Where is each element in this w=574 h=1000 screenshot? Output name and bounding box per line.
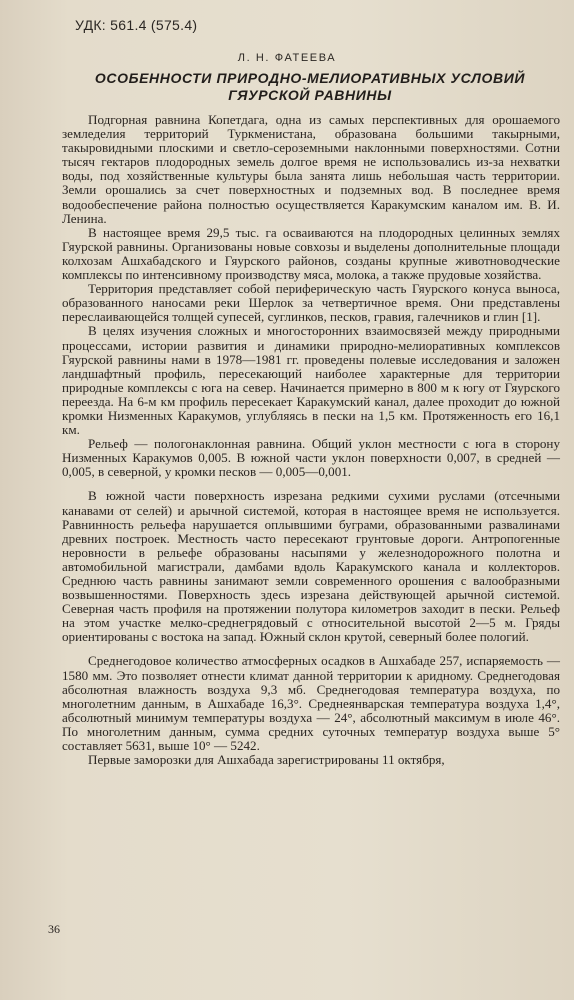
paragraph-2: В настоящее время 29,5 тыс. га осваиваются на плодородных целинных землях Гяурской равнины. Организованы новые совхозы и выделены дополнительные площади колхозам Ашхабадского и Гяурского районов, созданы крупные животноводческие комплексы по интенсивному производству мяса, молока, а также прудовые хозяйства. — [62, 224, 560, 283]
article-title — [60, 70, 560, 104]
paragraph-7: Среднегодовое количество атмосферных осадков в Ашхабаде 257, испаряемость — 1580 мм. Это позволяет отнести климат данной территории к аридному. Среднегодовая абсолютная влажность воздуха 9,3 мб. Среднегодовая температура воздуха, по многолетним данным, в Ашхабаде 16,3°. Среднеянварская температура воздуха 1,4°, абсолютный минимум температуры воздуха — 24°, абсолютный максимум в июле 46°. По многолетним данным, сумма средних суточных температур воздуха выше 5° составляет 5631, выше 10° — 5242. — [62, 653, 560, 754]
title-line-1: ОСОБЕННОСТИ ПРИРОДНО-МЕЛИОРАТИВНЫХ УСЛОВИЙ — [94, 70, 526, 86]
page-number: 36 — [48, 922, 60, 936]
author-name: Л. Н. ФАТЕЕВА — [237, 52, 337, 64]
paragraph-6: В южной части поверхность изрезана редкими сухими руслами (отсечными канавами от селей) и арычной системой, которая в настоящее время не используется. Равнинность рельефа нарушается оплывшими буграми, образованными развалинами древних построек. Местность часто пересекают грунтовые дороги. Антропогенные неровности в рельефе образованы насыпями у железнодорожного полотна и автомобильной магистрали, дамбами вдоль Каракумского канала и коллекторов. Среднюю часть равнины занимают земли современного орошения с валообразными возвышенностями. Поверхность здесь изрезана действующей арычной системой. Северная часть профиля на протяжении полутора километров заходит в пески. Рельеф на этом участке мелко-среднегрядовый с относительной высотой 2—5 м. Гряды ориентированы с востока на запад. Южный склон крутой, северный более пологий. — [62, 488, 560, 645]
paragraph-1: Подгорная равнина Копетдага, одна из самых перспективных для орошаемого земледелия территорий Туркменистана, образована большими такырными, такыровидными плоскими и светло-сероземными наклонными поверхностями. Сотни тысяч гектаров плодородных земель долгое время не использовались из-за нехватки воды, под хозяйственные культуры была занята лишь небольшая часть территории. Земли орошались за счет поверхностных и подземных вод. В последнее время водообеспечение района полностью осуществляется Каракумским каналом им. В. И. Ленина. — [62, 112, 560, 226]
udk-code: УДК: 561.4 (575.4) — [75, 17, 198, 33]
body-text — [62, 113, 560, 767]
paragraph-8: Первые заморозки для Ашхабада зарегистрированы 11 октября, — [88, 752, 445, 768]
title-line-2: ГЯУРСКОЙ РАВНИНЫ — [228, 87, 392, 103]
paragraph-3: Территория представляет собой периферическую часть Гяурского конуса выноса, образованного наносами реки Шерлок за четвертичное время. Они представлены переслаивающейся толщей супесей, суглинков, песков, гравия, галечников и глин [1]. — [62, 281, 560, 325]
paragraph-5: Рельеф — пологонаклонная равнина. Общий уклон местности с юга в сторону Низменных Каракумов 0,005. В южной части уклон поверхности 0,007, в средней — 0,005, в северной, у кромки песков — 0,005—0,001. — [62, 436, 560, 480]
paragraph-4: В целях изучения сложных и многосторонних взаимосвязей между природными процессами, истории развития и динамики природно-мелиоративных комплексов Гяурской равнины нами в 1978—1981 гг. проведены полевые исследования и заложен ландшафтный профиль, пересекающий наиболее характерные для территории природные комплексы с юга на север. Начинается примерно в 800 м к югу от Гяурского переезда. На 6-м км профиль пересекает Каракумский канал, далее проходит до южной кромки Низменных Каракумов, углубляясь в пески на 1,5 км. Протяженность его 16,1 км. — [62, 323, 560, 438]
